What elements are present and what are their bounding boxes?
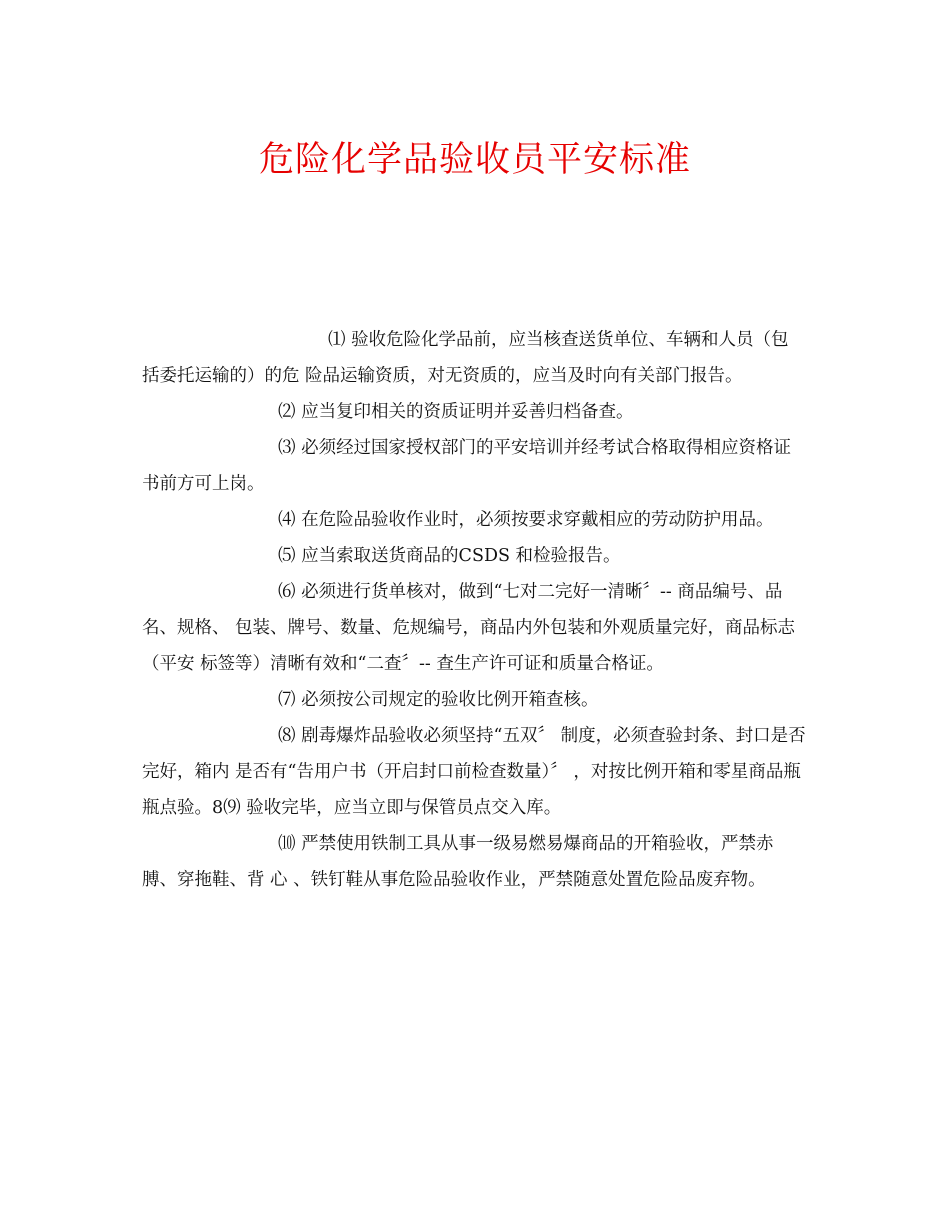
paragraph-4: ⑷ 在危险品验收作业时，必须按要求穿戴相应的劳动防护用品。: [278, 510, 774, 530]
paragraph-6: ⑹ 必须进行货单核对，做到“七对二完好一清晰〞-- 商品编号、品名、规格、 包装、牌号、数量、危规编号，商品内外包装和外观质量完好，商品标志（平安 标签等）清晰有效和“二查〞-- 查生产许可证和质量合格证。: [142, 582, 796, 674]
paragraph-7: ⑺ 必须按公司规定的验收比例开箱查核。: [278, 690, 599, 710]
paragraph-3: ⑶ 必须经过国家授权部门的平安培训并经考试合格取得相应资格证书前方可上岗。: [142, 438, 792, 494]
paragraph-1: ⑴ 验收危险化学品前，应当核查送货单位、车辆和人员（包括委托运输的）的危 险品运输资质，对无资质的，应当及时向有关部门报告。: [142, 330, 789, 386]
document-body: [142, 322, 806, 898]
paragraph-5: ⑸ 应当索取送货商品的CSDS 和检验报告。: [278, 546, 621, 566]
paragraph-2: ⑵ 应当复印相关的资质证明并妥善归档备查。: [278, 402, 634, 422]
document-title: 危险化学品验收员平安标准: [258, 140, 691, 180]
paragraph-8: ⑻ 剧毒爆炸品验收必须坚持“五双〞 制度，必须查验封条、封口是否完好，箱内 是否有“告用户书（开启封口前检查数量）〞 ，对按比例开箱和零星商品瓶瓶点验。8⑼ 验收完毕，应当立即与保管员点交入库。: [142, 726, 806, 818]
paragraph-9: ⑽ 严禁使用铁制工具从事一级易燃易爆商品的开箱验收，严禁赤膊、穿拖鞋、背 心 、铁钉鞋从事危险品验收作业，严禁随意处置危险品废弃物。: [142, 834, 774, 890]
